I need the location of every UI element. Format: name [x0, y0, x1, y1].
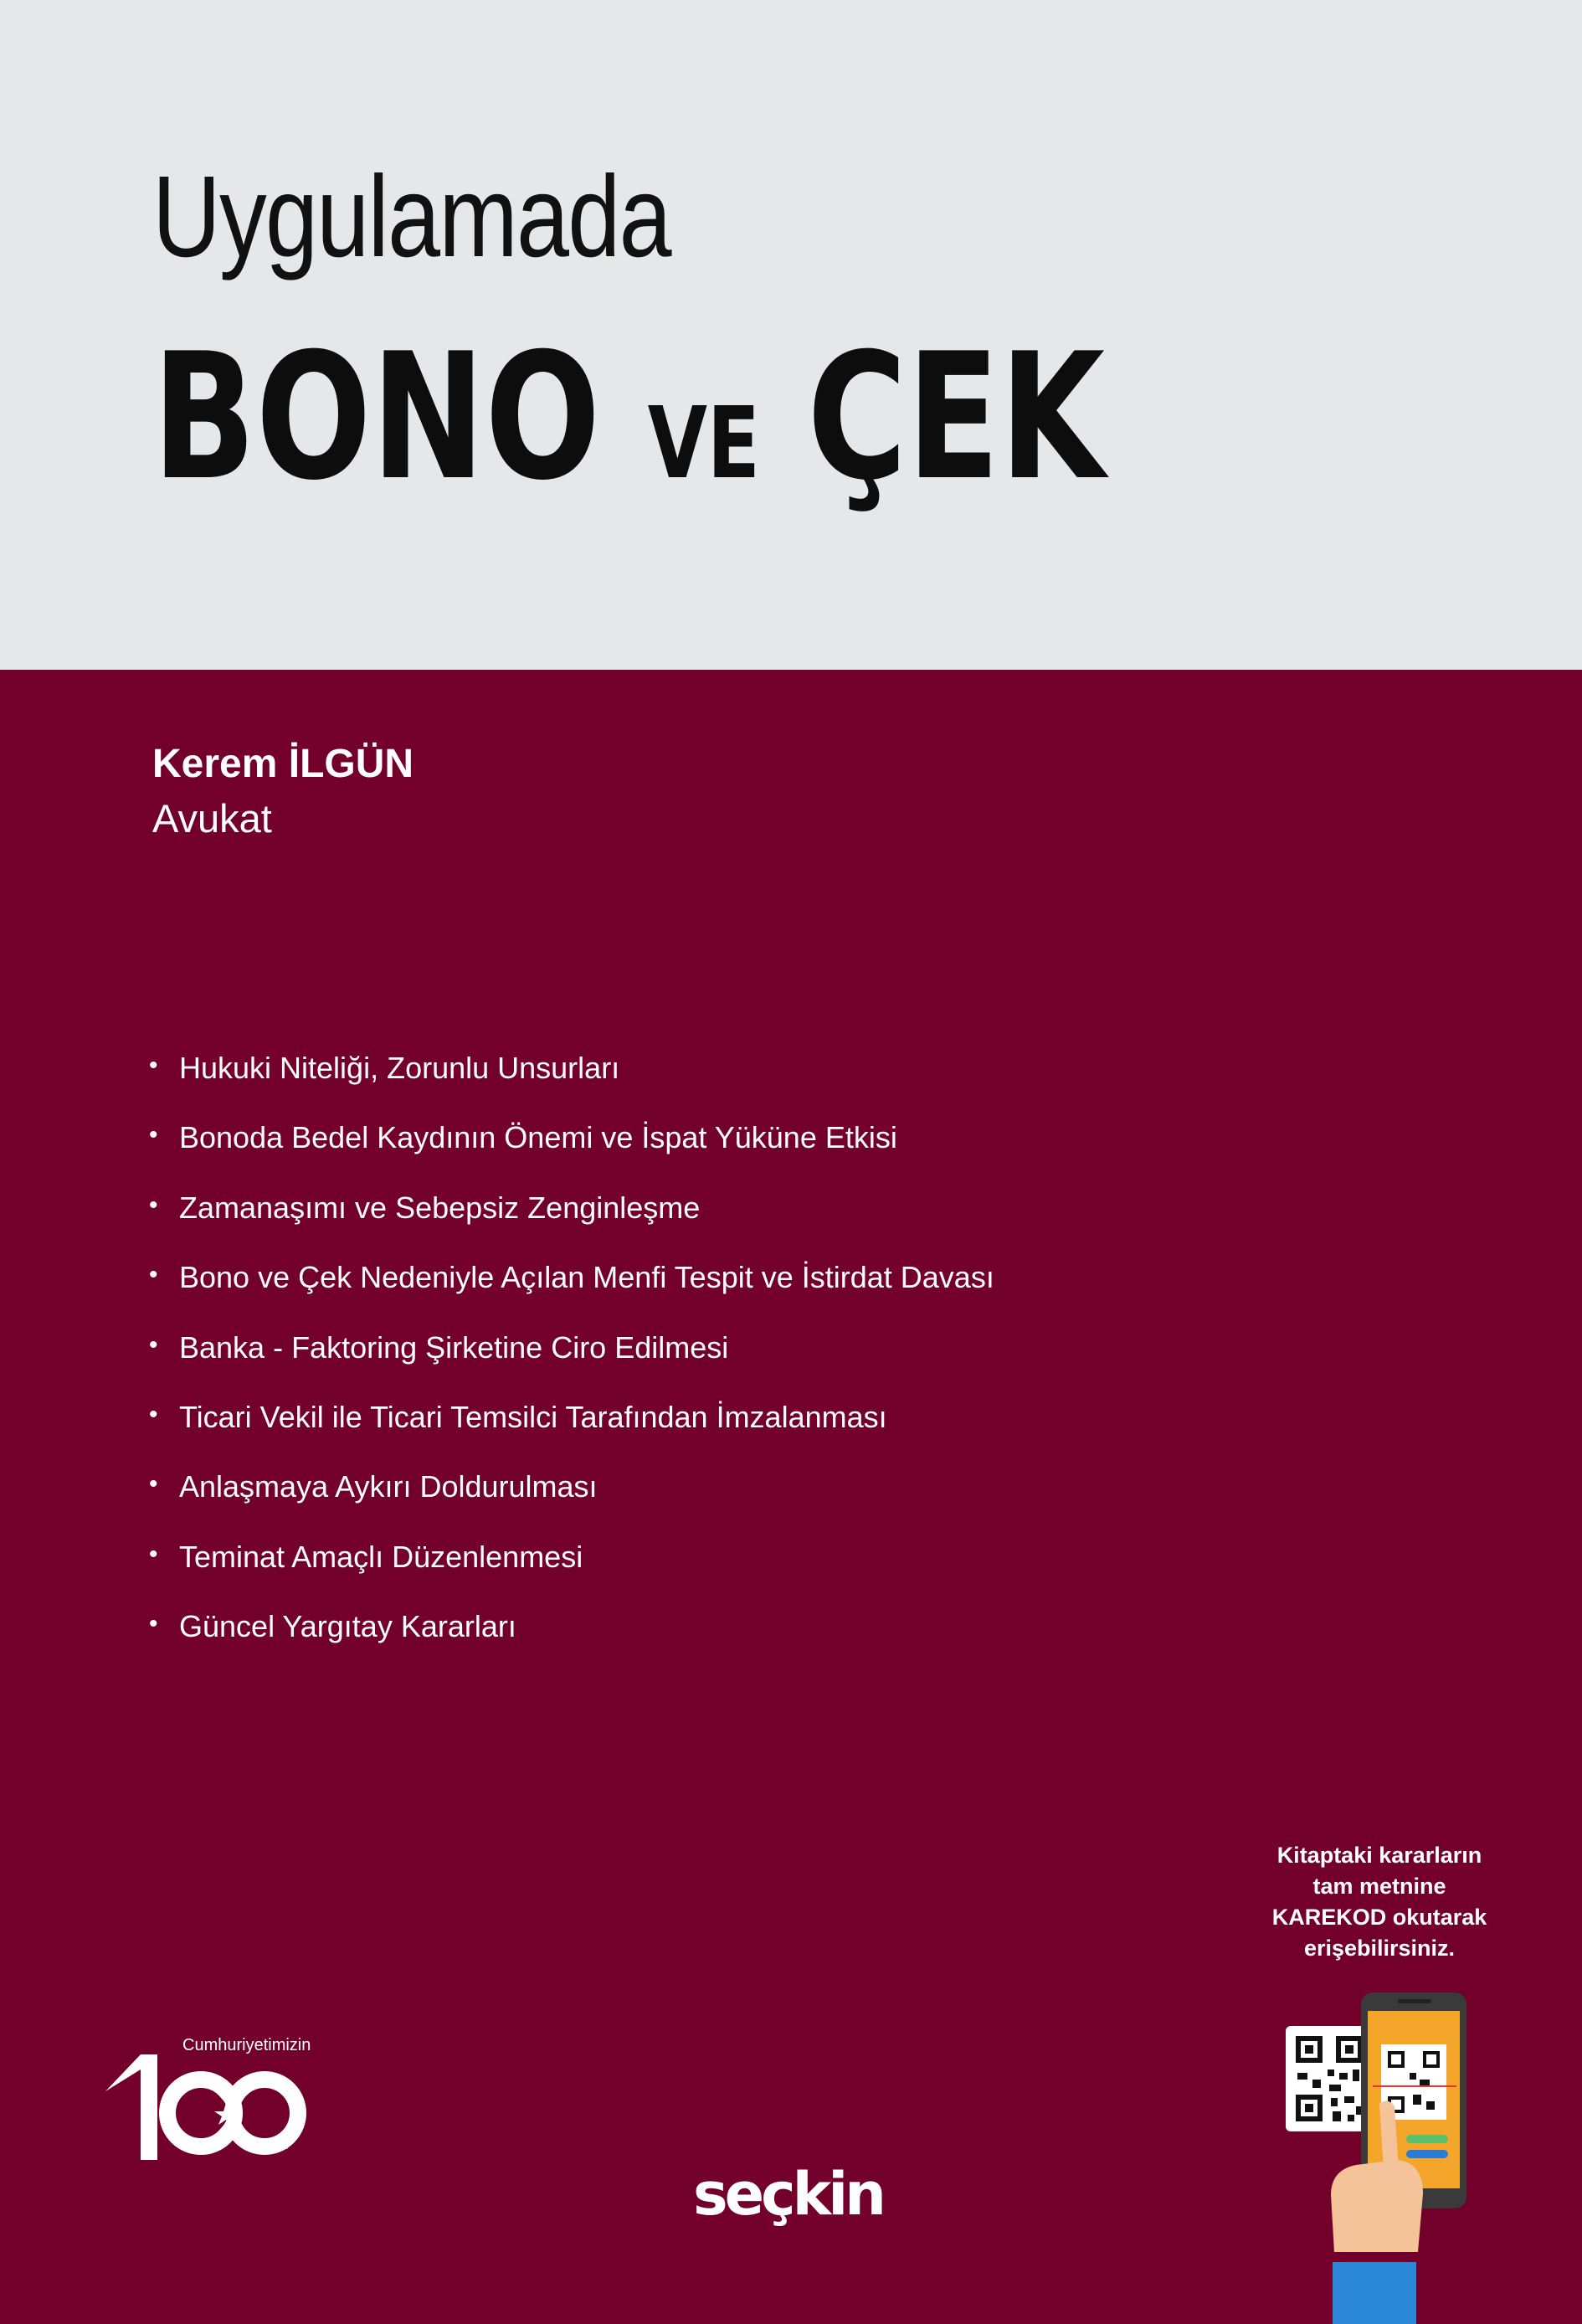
bullet-icon: • — [149, 1610, 158, 1638]
qr-note: Kitaptaki kararların tam metnine KAREKOD okutarak erişebilirsiniz. — [1271, 1843, 1487, 1961]
cover-title — [152, 316, 1105, 519]
title-cek: ÇEK — [807, 316, 1105, 519]
bullet-icon: • — [149, 1261, 158, 1289]
logo-bottom-text: Yılı — [270, 2138, 289, 2152]
bullet-icon: • — [149, 1400, 158, 1428]
topic-list — [149, 1053, 994, 1682]
topic-item: • Banka - Faktoring Şirketine Ciro Edilmesi — [149, 1329, 729, 1365]
topic-item: • Teminat Amaçlı Düzenlenmesi — [149, 1539, 583, 1574]
bullet-icon: • — [149, 1051, 158, 1079]
bullet-icon: • — [149, 1330, 158, 1359]
anniversary-100-logo — [100, 2036, 310, 2162]
topic-item: • Bono ve Çek Nedeniyle Açılan Menfi Tespit ve İstirdat Davası — [149, 1260, 994, 1295]
topic-item: • Hukuki Niteliği, Zorunlu Unsurları — [149, 1051, 620, 1085]
topic-item: • Zamanaşımı ve Sebepsiz Zenginleşme — [149, 1190, 701, 1225]
qr-code-icon — [1286, 2026, 1373, 2131]
bullet-icon: • — [149, 1540, 158, 1568]
bullet-icon: • — [149, 1470, 158, 1499]
topic-item: • Anlaşmaya Aykırı Doldurulması — [149, 1469, 598, 1504]
qr-scan-illustration — [1281, 1986, 1498, 2324]
publisher-logo: seçkin — [693, 2160, 884, 2229]
cover-subtitle: Uygulamada — [152, 152, 670, 281]
topic-item: • Bonoda Bedel Kaydının Önemi ve İspat Yüküne Etkisi — [149, 1120, 897, 1155]
title-connector: VE — [647, 385, 760, 501]
bullet-icon: • — [149, 1121, 158, 1149]
topic-item: • Güncel Yargıtay Kararları — [149, 1609, 516, 1644]
topic-item: • Ticari Vekil ile Ticari Temsilci Tarafından İmzalanması — [149, 1399, 887, 1434]
title-bono: BONO — [152, 316, 601, 519]
logo-top-text: Cumhuriyetimizin — [182, 2036, 311, 2054]
author-role: Avukat — [152, 796, 272, 841]
author-name: Kerem İLGÜN — [152, 742, 414, 786]
bullet-icon: • — [149, 1190, 158, 1219]
